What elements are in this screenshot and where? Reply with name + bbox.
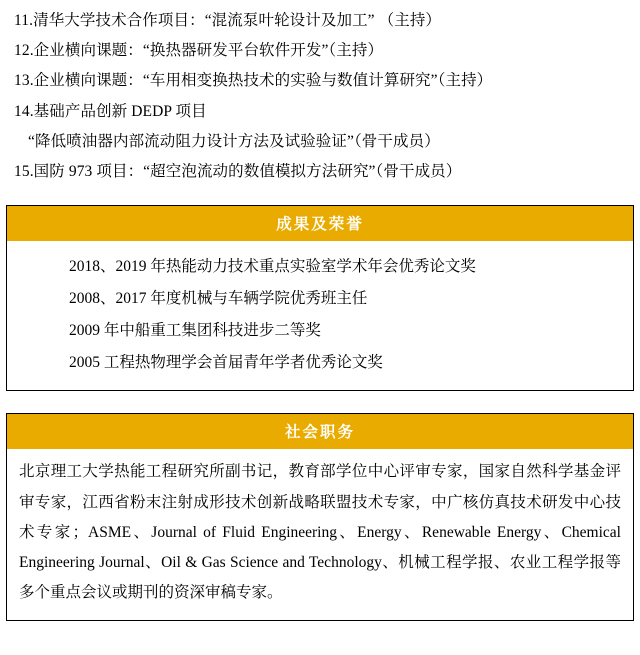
project-item: 15.国防 973 项目：“超空泡流动的数值模拟方法研究”（骨干成员） <box>14 163 462 181</box>
honors-section <box>0 205 640 391</box>
honors-body <box>7 241 633 390</box>
social-duties-body <box>7 449 633 620</box>
project-item: 13.企业横向课题：“车用相变换热技术的实验与数值计算研究”（主持） <box>14 72 493 90</box>
social-duties-box <box>6 413 634 621</box>
honor-item: 2009 年中船重工集团科技进步二等奖 <box>69 321 321 339</box>
project-item: 14.基础产品创新 DEDP 项目 <box>14 102 207 120</box>
honors-box <box>6 205 634 391</box>
social-duties-paragraph: 北京理工大学热能工程研究所副书记，教育部学位中心评审专家，国家自然科学基金评审专家，江西省粉末注射成形技术创新战略联盟技术专家，中广核仿真技术研发中心技术专家；ASME、Journal of Fluid Engineering、Energy、Renewable Energy、Chemical Engineering Journal、Oil & Gas Science and Technology、机械工程学报、农业工程学报等多个重点会议或期刊的资深审稿专家。 <box>19 463 621 602</box>
honor-item: 2005 工程热物理学会首届青年学者优秀论文奖 <box>69 353 383 371</box>
page-bottom-spacer <box>0 621 640 655</box>
project-item-continuation: “降低喷油器内部流动阻力设计方法及试验验证”（骨干成员） <box>28 132 440 150</box>
honor-item: 2008、2017 年度机械与车辆学院优秀班主任 <box>69 290 368 308</box>
projects-list <box>0 0 640 187</box>
social-duties-section <box>0 413 640 621</box>
social-duties-banner: 社会职务 <box>7 414 633 449</box>
project-item: 11.清华大学技术合作项目：“混流泵叶轮设计及加工” （主持） <box>14 12 442 29</box>
project-item: 12.企业横向课题：“换热器研发平台软件开发”（主持） <box>14 42 384 60</box>
honors-banner: 成果及荣誉 <box>7 206 633 241</box>
honor-item: 2018、2019 年热能动力技术重点实验室学术年会优秀论文奖 <box>69 258 476 276</box>
